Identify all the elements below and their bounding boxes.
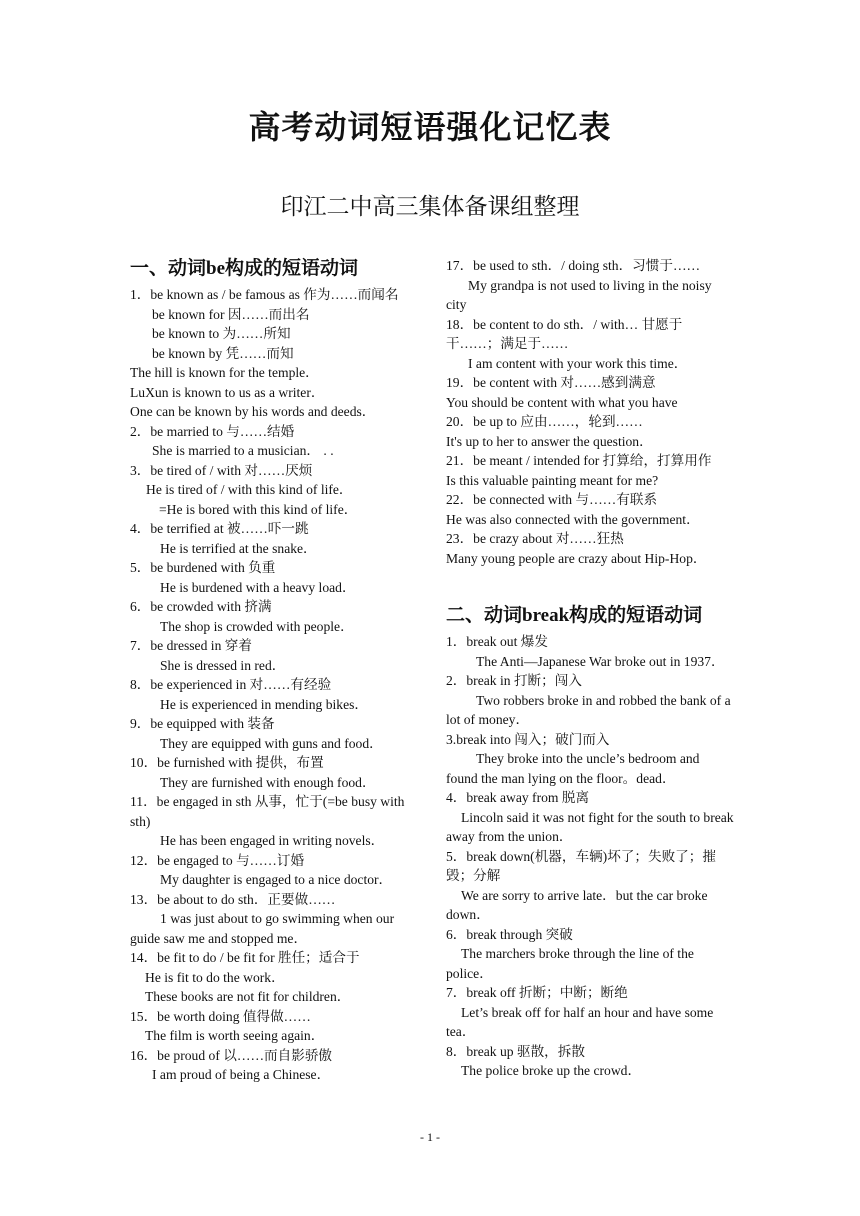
example-line: He has been engaged in writing novels． xyxy=(160,833,385,848)
entry-line: 12．be engaged to 与……订婚 xyxy=(130,852,305,868)
entry-line: 4．be terrified at 被……吓一跳 xyxy=(130,521,309,536)
example-line: Two robbers broke in and robbed the bank of a lot of money． xyxy=(446,692,731,727)
entry-line: 1．be known as / be famous as 作为……而闻名 xyxy=(130,287,399,302)
example-line: She is married to a musician． . . xyxy=(152,443,334,458)
example-line: She is dressed in red． xyxy=(160,657,286,673)
example-line: Many young people are crazy about Hip-Hop． xyxy=(446,550,707,566)
entry-line: 14．be fit to do / be fit for 胜任；适合于 xyxy=(130,950,360,965)
example-line: He is burdened with a heavy load． xyxy=(160,579,356,595)
example-line: The film is worth seeing again． xyxy=(145,1028,325,1043)
entry-line: 7．break off 折断；中断；断绝 xyxy=(446,985,628,1000)
entry-line: 5．break down(机器，车辆)坏了；失败了；摧毁；分解 xyxy=(446,848,716,883)
example-line: The marchers broke through the line of the police． xyxy=(446,946,694,981)
example-line: He is tired of / with this kind of life． xyxy=(146,482,353,497)
example-line: They are equipped with guns and food． xyxy=(160,735,383,751)
page-number: - 1 - xyxy=(420,1130,440,1144)
example-line: Lincoln said it was not fight for the south to break away from the union． xyxy=(446,809,734,844)
entry-line: 1．break out 爆发 xyxy=(446,634,548,649)
example-line: One can be known by his words and deeds． xyxy=(130,404,376,419)
entry-line: 4．break away from 脱离 xyxy=(446,790,590,805)
entry-line: 20．be up to 应由……，轮到…… xyxy=(446,414,643,429)
entry-line: 6．be crowded with 挤满 xyxy=(130,599,272,614)
section-heading-be: 一、动词be构成的短语动词 xyxy=(130,258,359,279)
example-line: He is experienced in mending bikes． xyxy=(160,696,369,712)
entry-line: 16．be proud of 以……而自影骄傲 xyxy=(130,1047,333,1063)
entry-line: 3.break into 闯入；破门而入 xyxy=(446,731,610,747)
section-heading-break: 二、动词break构成的短语动词 xyxy=(446,605,703,626)
entry-line: 18．be content to do sth．/ with… 甘愿于干……；满足于…… xyxy=(446,316,683,351)
example-line: =He is bored with this kind of life． xyxy=(159,501,358,517)
example-line: I am proud of being a Chinese． xyxy=(152,1067,331,1082)
entry-line: 2．break in 打断；闯入 xyxy=(446,673,582,688)
entry-line: 11．be engaged in sth 从事，忙于(=be busy with sth) xyxy=(130,794,405,829)
entry-line: 22．be connected with 与……有联系 xyxy=(446,492,658,507)
entry-line: 7．be dressed in 穿着 xyxy=(130,638,252,653)
example-line: He is fit to do the work． xyxy=(145,969,285,985)
entry-line: 15．be worth doing 值得做…… xyxy=(130,1008,311,1024)
entry-line: be known by 凭……而知 xyxy=(152,345,294,361)
left-column xyxy=(130,256,420,1085)
example-line: The shop is crowded with people． xyxy=(160,618,354,634)
entry-line: 8．be experienced in 对……有经验 xyxy=(130,677,332,692)
entry-line: be known to 为……所知 xyxy=(152,326,291,341)
example-line: 1 was just about to go swimming when our guide saw me and stopped me． xyxy=(130,911,395,946)
example-line: My daughter is engaged to a nice doctor． xyxy=(160,872,393,887)
example-line: He is terrified at the snake． xyxy=(160,540,317,556)
example-line: They broke into the uncle’s bedroom and found the man lying on the floor。dead． xyxy=(446,751,700,786)
document-subtitle: 印江二中高三集体备课组整理 xyxy=(280,194,580,219)
example-line: I am content with your work this time． xyxy=(468,355,688,371)
example-line: Is this valuable painting meant for me? xyxy=(446,472,659,488)
right-column-top xyxy=(446,256,734,568)
right-column-bottom xyxy=(446,603,734,1081)
example-line: The police broke up the crowd． xyxy=(461,1063,642,1078)
example-line: The Anti—Japanese War broke out in 1937． xyxy=(476,653,725,669)
example-line: My grandpa is not used to living in the noisy city xyxy=(446,277,712,312)
document-title: 高考动词短语强化记忆表 xyxy=(248,109,612,145)
entry-line: 13．be about to do sth．正要做…… xyxy=(130,891,336,907)
entry-line: 10．be furnished with 提供，布置 xyxy=(130,755,324,770)
example-line: LuXun is known to us as a writer． xyxy=(130,384,325,400)
entry-line: 17．be used to sth．/ doing sth．习惯于…… xyxy=(446,258,701,273)
example-line: These books are not fit for children． xyxy=(145,989,351,1004)
example-line: The hill is known for the temple． xyxy=(130,365,319,380)
entry-line: 21．be meant / intended for 打算给，打算用作 xyxy=(446,453,712,468)
entry-line: 9．be equipped with 装备 xyxy=(130,716,275,731)
entry-line: 6．break through 突破 xyxy=(446,926,573,942)
example-line: It's up to her to answer the question． xyxy=(446,433,653,449)
entry-line: 19．be content with 对……感到满意 xyxy=(446,375,656,390)
entry-line: 2．be married to 与……结婚 xyxy=(130,423,295,439)
entry-line: 3．be tired of / with 对……厌烦 xyxy=(130,462,313,478)
entry-line: be known for 因……而出名 xyxy=(152,306,310,322)
entry-line: 5．be burdened with 负重 xyxy=(130,560,276,575)
example-line: They are furnished with enough food． xyxy=(160,774,376,790)
example-line: Let’s break off for half an hour and have some tea． xyxy=(446,1004,714,1039)
example-line: We are sorry to arrive late．but the car broke down． xyxy=(446,887,708,922)
entry-line: 8．break up 驱散，拆散 xyxy=(446,1043,585,1059)
example-line: You should be content with what you have xyxy=(446,394,678,410)
entry-line: 23．be crazy about 对……狂热 xyxy=(446,531,624,546)
example-line: He was also connected with the government． xyxy=(446,511,700,527)
